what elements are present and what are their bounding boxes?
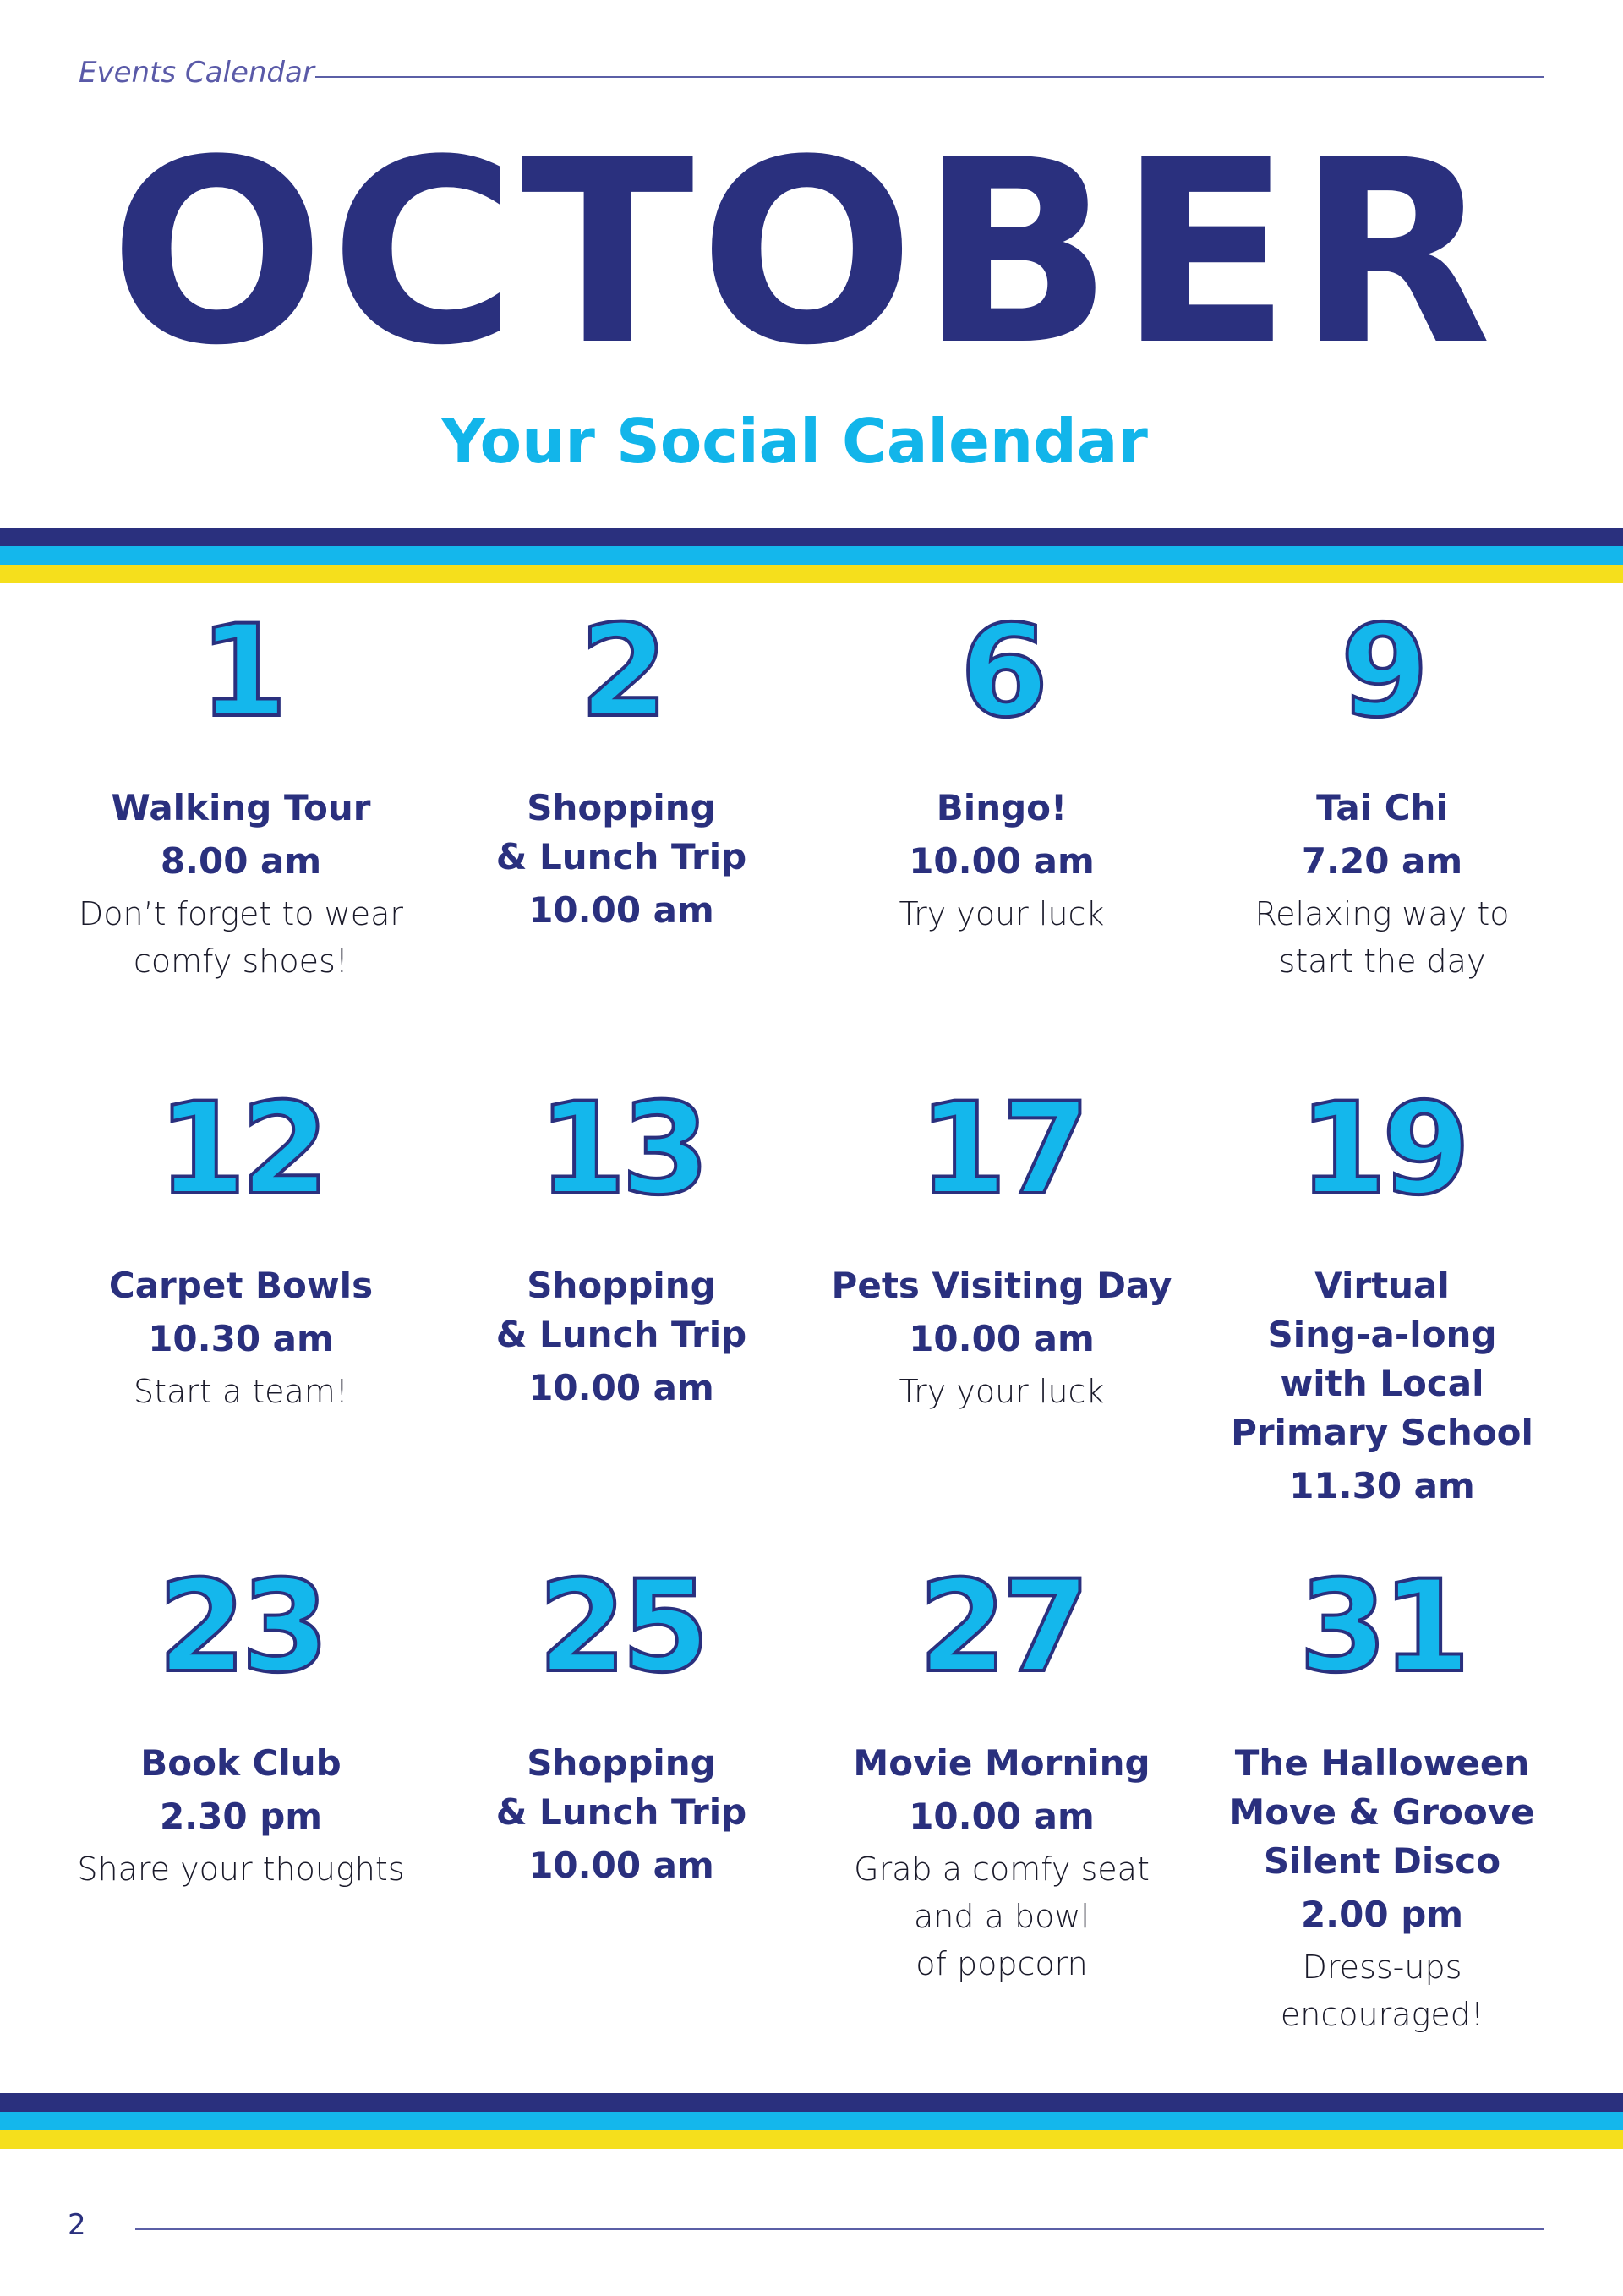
event-day: 9	[1340, 599, 1424, 746]
stripe-cyan	[0, 2112, 1623, 2130]
event-note: Grab a comfy seat and a bowl of popcorn	[854, 1850, 1150, 1982]
event-card	[1200, 1554, 1564, 2038]
event-title: The Halloween Move & Groove Silent Disco	[1229, 1742, 1535, 1882]
event-day: 25	[538, 1554, 705, 1701]
event-time: 2.30 pm	[159, 1796, 323, 1837]
event-day: 17	[918, 1076, 1085, 1223]
event-note: Dress-ups encouraged!	[1280, 1949, 1484, 2033]
event-title: Pets Visiting Day	[831, 1265, 1172, 1306]
event-day: 19	[1298, 1076, 1466, 1223]
stripe-navy	[0, 528, 1623, 546]
event-time: 10.00 am	[909, 840, 1095, 882]
event-note: Relaxing way to start the day	[1254, 895, 1510, 980]
stripe-yellow	[0, 2130, 1623, 2149]
event-title: Movie Morning	[853, 1742, 1150, 1784]
event-time: 2.00 pm	[1300, 1894, 1464, 1935]
event-card	[59, 599, 423, 985]
event-title: Carpet Bowls	[108, 1265, 374, 1306]
header-label: Events Calendar	[79, 56, 314, 90]
event-time: 10.00 am	[528, 889, 714, 931]
event-card	[820, 1076, 1183, 1415]
event-card	[440, 1554, 803, 1894]
event-time: 10.00 am	[528, 1367, 714, 1408]
event-card	[59, 1076, 423, 1415]
event-day: 23	[157, 1554, 325, 1701]
event-time: 10.00 am	[909, 1318, 1095, 1359]
header-rule	[315, 76, 1544, 78]
event-title: Bingo!	[936, 787, 1068, 828]
event-day: 31	[1298, 1554, 1466, 1701]
event-note: Don’t forget to wear comfy shoes!	[79, 895, 403, 980]
event-title: Shopping & Lunch Trip	[495, 787, 747, 877]
event-card	[1200, 599, 1564, 985]
event-time: 11.30 am	[1289, 1465, 1475, 1506]
bottom-stripes	[0, 2093, 1623, 2149]
event-card	[820, 599, 1183, 938]
event-title: Tai Chi	[1316, 787, 1448, 828]
event-card	[440, 1076, 803, 1417]
event-day: 1	[199, 599, 283, 746]
event-note: Try your luck	[899, 1373, 1105, 1410]
event-day: 6	[959, 599, 1044, 746]
event-note: Share your thoughts	[77, 1850, 405, 1888]
event-day: 27	[918, 1554, 1085, 1701]
event-time: 7.20 am	[1301, 840, 1463, 882]
event-time: 10.00 am	[528, 1845, 714, 1886]
stripe-cyan	[0, 546, 1623, 565]
page-number: 2	[68, 2208, 86, 2242]
event-card	[820, 1554, 1183, 1987]
month-title: OCTOBER	[109, 106, 1497, 401]
footer-rule	[135, 2228, 1544, 2230]
event-card	[59, 1554, 423, 1893]
event-title: Shopping & Lunch Trip	[495, 1742, 747, 1833]
event-card	[1200, 1076, 1564, 1515]
event-title: Virtual Sing-a-long with Local Primary School	[1231, 1265, 1533, 1453]
event-title: Shopping & Lunch Trip	[495, 1265, 747, 1355]
event-time: 8.00 am	[160, 840, 322, 882]
event-note: Try your luck	[899, 895, 1105, 932]
event-note: Start a team!	[133, 1373, 349, 1410]
top-stripes	[0, 528, 1623, 583]
event-card	[440, 599, 803, 939]
event-title: Book Club	[140, 1742, 342, 1784]
event-time: 10.00 am	[909, 1796, 1095, 1837]
stripe-navy	[0, 2093, 1623, 2112]
event-day: 13	[538, 1076, 705, 1223]
event-time: 10.30 am	[148, 1318, 334, 1359]
event-title: Walking Tour	[111, 787, 371, 828]
calendar-subtitle: Your Social Calendar	[441, 406, 1148, 477]
event-day: 2	[579, 599, 664, 746]
stripe-yellow	[0, 565, 1623, 583]
event-day: 12	[157, 1076, 325, 1223]
